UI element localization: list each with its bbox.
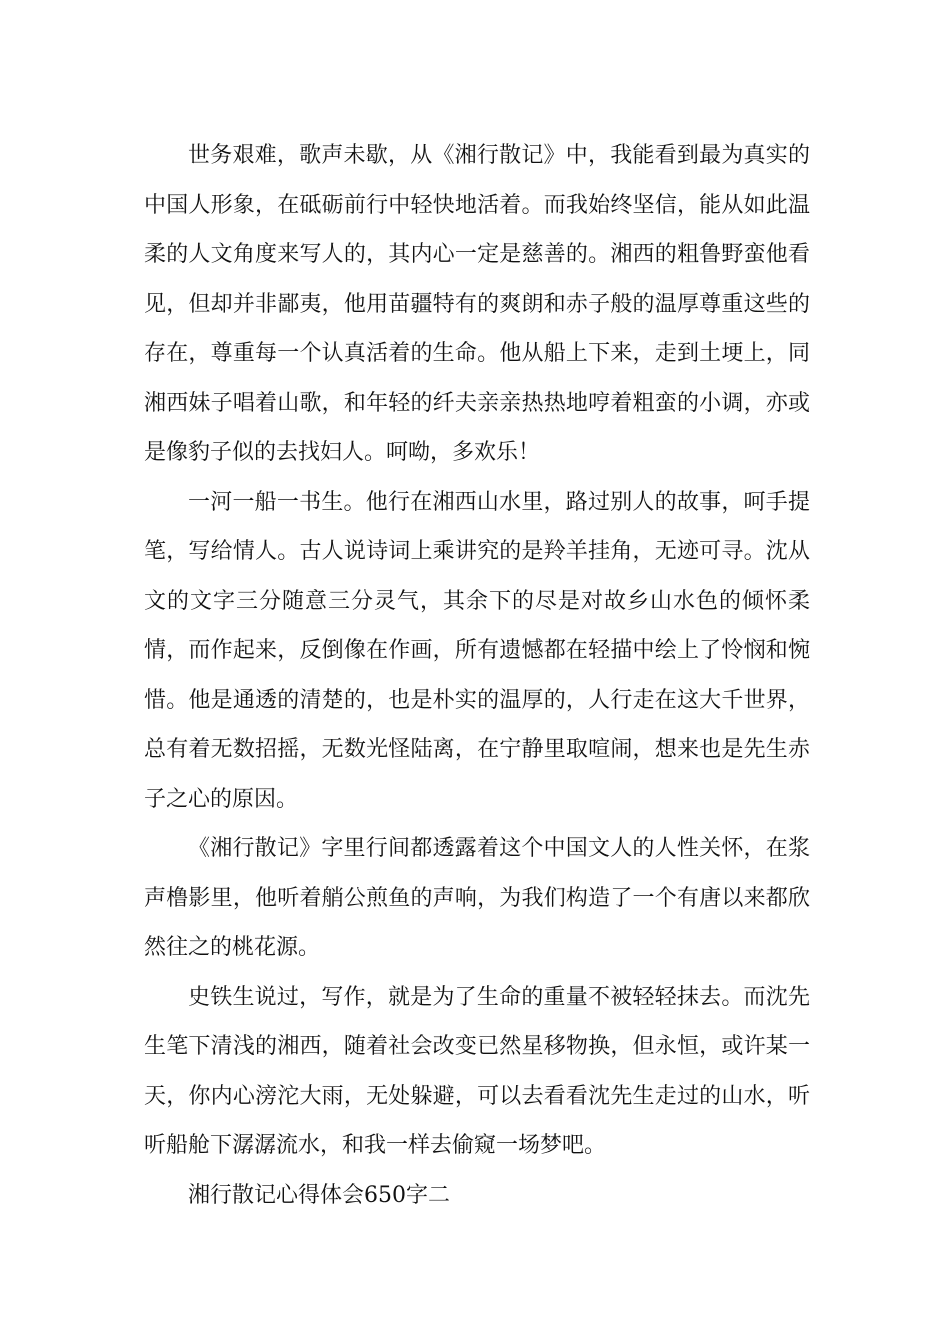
document-body [144, 131, 810, 1220]
paragraph-2: 一河一船一书生。他行在湘西山水里，路过别人的故事，呵手提笔，写给情人。古人说诗词上乘讲究的是羚羊挂角，无迹可寻。沈从文的文字三分随意三分灵气，其余下的尽是对故乡山水色的倾怀柔情，而作起来，反倒像在作画，所有遗憾都在轻描中绘上了怜悯和惋惜。他是通透的清楚的，也是朴实的温厚的，人行走在这大千世界，总有着无数招摇，无数光怪陆离，在宁静里取喧闹，想来也是先生赤子之心的原因。 [144, 489, 810, 812]
paragraph-3: 《湘行散记》字里行间都透露着这个中国文人的人性关怀，在浆声橹影里，他听着艄公煎鱼的声响，为我们构造了一个有唐以来都欣然往之的桃花源。 [144, 836, 810, 960]
paragraph-1: 世务艰难，歌声未歇，从《湘行散记》中，我能看到最为真实的中国人形象，在砥砺前行中轻快地活着。而我始终坚信，能从如此温柔的人文角度来写人的，其内心一定是慈善的。湘西的粗鲁野蛮他看见，但却并非鄙夷，他用苗疆特有的爽朗和赤子般的温厚尊重这些的存在，尊重每一个认真活着的生命。他从船上下来，走到土埂上，同湘西妹子唱着山歌，和年轻的纤夫亲亲热热地哼着粗蛮的小调，亦或是像豹子似的去找妇人。呵呦，多欢乐！ [144, 143, 810, 465]
section-heading: 湘行散记心得体会650字二 [188, 1182, 450, 1208]
paragraph-4: 史铁生说过，写作，就是为了生命的重量不被轻轻抹去。而沈先生笔下清浅的湘西，随着社会改变已然星移物换，但永恒，或许某一天，你内心滂沱大雨，无处躲避，可以去看看沈先生走过的山水，听听船舱下潺潺流水，和我一样去偷窥一场梦吧。 [144, 984, 810, 1158]
